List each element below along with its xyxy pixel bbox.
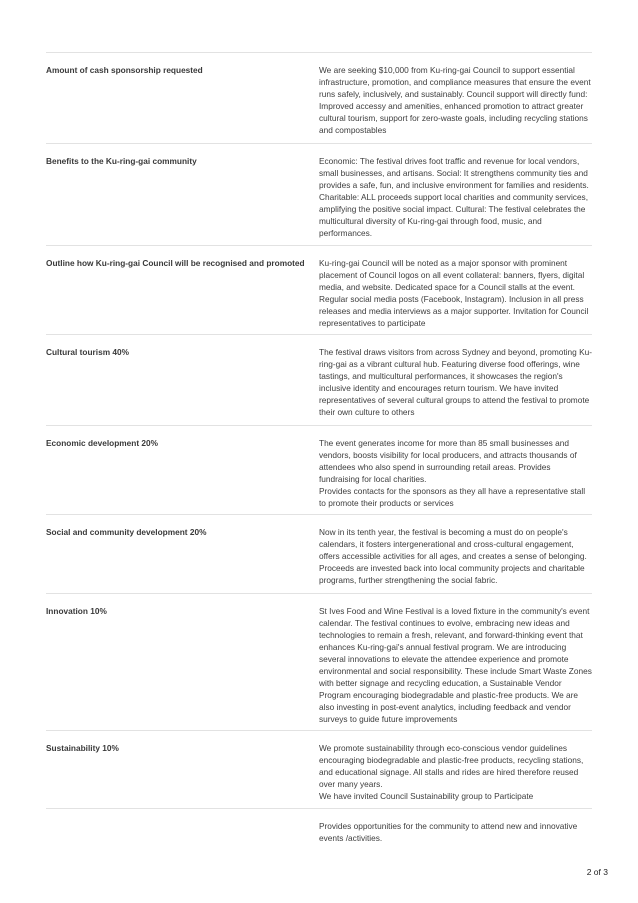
table-row — [46, 515, 592, 594]
table-row — [46, 426, 592, 515]
table-row — [46, 144, 592, 246]
table-row — [46, 335, 592, 426]
row-label: Economic development 20% — [46, 438, 159, 448]
row-label: Innovation 10% — [46, 606, 107, 616]
row-label: Amount of cash sponsorship requested — [46, 65, 203, 75]
row-value — [319, 426, 592, 514]
row-value — [319, 144, 592, 245]
row-value — [319, 809, 592, 855]
table-row — [46, 594, 592, 731]
row-paragraph: Economic: The festival drives foot traffic and revenue for local vendors, small businesses, and artisans. Social: It strengthens community ties and provides a safe, fun, and inclusive environment for families and residents. Charitable: ALL proceeds support local charities and community services, amplifying the positive social impact. Cultural: The festival celebrates the multicultural diversity of Ku-ring-gai through food, music, and performances. — [319, 156, 589, 238]
table-row — [46, 246, 592, 335]
row-paragraph: Now in its tenth year, the festival is becoming a must do on people's calendars, it fosters intergenerational and cross-cultural engagement, offers accessible activities for all ages, and creates a sense of belonging. Proceeds are invested back into local community projects and charitable programs, further strengthening the social fabric. — [319, 527, 587, 585]
table-row — [46, 809, 592, 855]
row-value — [319, 515, 592, 593]
row-paragraph: Provides contacts for the sponsors as they all have a representative stall to promote their products or services — [319, 486, 586, 508]
table-row — [46, 731, 592, 809]
row-paragraph: Provides opportunities for the community to attend new and innovative events /activities. — [319, 821, 578, 843]
row-label: Cultural tourism 40% — [46, 347, 129, 357]
row-paragraph: The event generates income for more than 85 small businesses and vendors, boosts visibility for local producers, and attracts thousands of attendees who also spend in surrounding retail areas. Provides fundraising for local charities. — [319, 438, 577, 484]
page-number: 2 of 3 — [586, 867, 608, 877]
row-label: Social and community development 20% — [46, 527, 207, 537]
table-row — [46, 53, 592, 144]
row-label: Benefits to the Ku-ring-gai community — [46, 156, 197, 166]
row-value — [319, 246, 592, 334]
row-paragraph: We promote sustainability through eco-conscious vendor guidelines encouraging biodegradable and plastic-free products, recycling stations, and educational signage. All stalls and rides are hired therefore reused over many years. — [319, 743, 584, 789]
row-value — [319, 335, 592, 425]
row-paragraph: We have invited Council Sustainability group to Participate — [319, 791, 534, 801]
row-value — [319, 53, 592, 143]
row-value — [319, 731, 592, 808]
row-label — [46, 809, 319, 855]
row-value — [319, 594, 592, 730]
sponsorship-table — [46, 52, 592, 855]
row-paragraph: We are seeking $10,000 from Ku-ring-gai Council to support essential infrastructure, promotion, and compliance measures that ensure the event runs safely, inclusively, and sustainably. Council support will directly fund: Improved accessy and amenities, enhanced promotion to attract greater cultural tourism, support for zero-waste goals, including recycling stations and compostables — [319, 65, 591, 135]
row-label: Sustainability 10% — [46, 743, 119, 753]
row-paragraph: The festival draws visitors from across Sydney and beyond, promoting Ku-ring-gai as a vibrant cultural hub. Featuring diverse food offerings, wine tastings, and multicultural performances, it showcases the region's inclusive identity and encourages return tourism. We have invited representatives of several cultural groups to attend the festival to promote their own culture to others — [319, 347, 592, 417]
row-label: Outline how Ku-ring-gai Council will be recognised and promoted — [46, 258, 305, 268]
row-paragraph: Ku-ring-gai Council will be noted as a major sponsor with prominent placement of Council logos on all event collateral: banners, flyers, digital media, and website. Dedicated space for a Council stalls at the event. Regular social media posts (Facebook, Instagram). Inclusion in all press releases and media interviews as a major supporter. Invitation for Council representatives to participate — [319, 258, 589, 328]
row-paragraph: St Ives Food and Wine Festival is a loved fixture in the community's event calendar. The festival continues to evolve, embracing new ideas and technologies to remain a fresh, relevant, and forward-thinking event that enhances Ku-ring-gai's annual festival program. We are introducing several innovations to elevate the attendee experience and promote environmental and social responsibility. These include Smart Waste Zones with better signage and recycling education, a Sustainable Vendor Program encouraging biodegradable and plastic-free products. We are also investing in post-event analytics, including feedback and vendor surveys to guide future improvements — [319, 606, 592, 724]
